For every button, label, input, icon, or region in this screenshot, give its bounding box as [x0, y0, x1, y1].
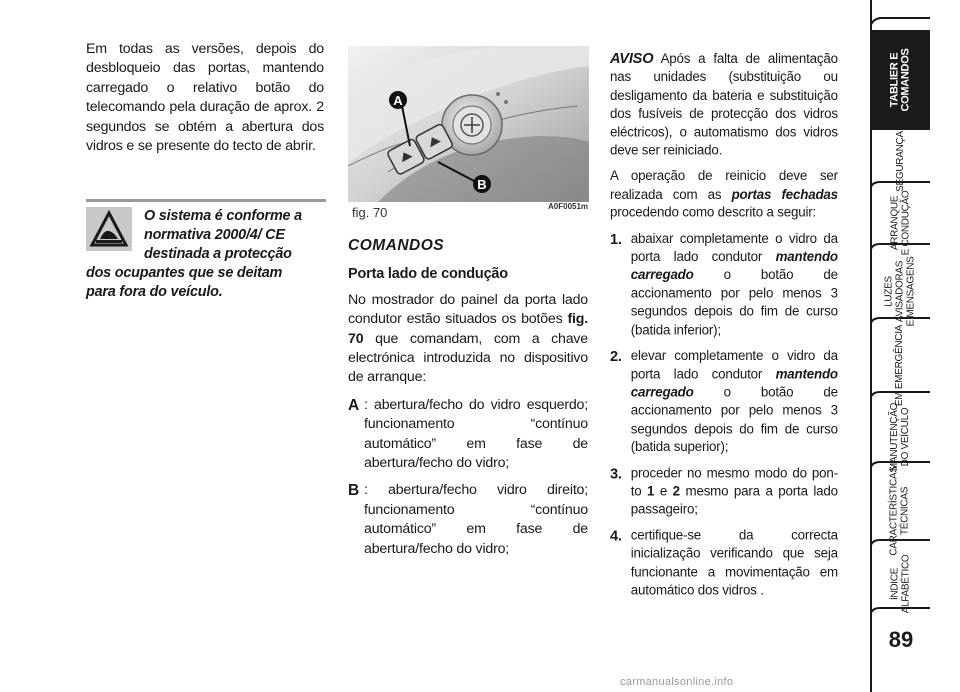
item-text: : abertura/fecho do vidro esquerdo; funcionamento “contínuo automático” em fase de abertura/fecho do vidro; [364, 396, 588, 472]
warning-line: dos ocupantes que se deitam [86, 265, 283, 281]
figure-label-b: B [477, 177, 487, 192]
list-item [348, 481, 588, 559]
aviso-label: AVISO [610, 50, 654, 67]
procedure-intro [610, 168, 838, 223]
list-item [610, 348, 838, 458]
intro-paragraph: Em todas as versões, depois do desbloqueio das portas, mantendo carregado o relativo botão do telecomando pela duração de aprox. 2 segundos se obtém a abertura dos vidros e se presente do tecto de abrir. [86, 41, 324, 155]
figure-caption: fig. 70 [352, 205, 388, 220]
item-label: B [348, 482, 359, 500]
commands-column [348, 236, 588, 559]
figure-label-a: A [393, 93, 403, 108]
step-number: 4. [610, 528, 622, 545]
item-text: : abertura/fecho vidro direito; funcionamento “contínuo automático” em fase de abertura/fecho do vidro; [364, 482, 588, 557]
warning-paragraph [610, 50, 838, 161]
aviso-text: Após a falta de alimentação nas unidades (substituição ou desligamento da bateria e substituição dos fusíveis de protecção dos vidros eléctricos), o automatismo dos vidros deve ser reiniciado. [610, 51, 838, 159]
tab-label: CARACTERÍSTICAS TÉCNICAS [889, 466, 911, 556]
tab-label: ARRANQUE E CONDUÇÃO [889, 190, 912, 256]
warning-line: normativa 2000/4/ CE [144, 227, 285, 243]
step-text: proceder no mesmo modo do pon-to 1 e 2 mesmo para a porta lado passageiro; [630, 465, 838, 518]
section-heading: COMANDOS [348, 237, 445, 254]
tab-label: MANUTENÇÃO DO VEÍCULO [889, 402, 911, 472]
intro-column [86, 40, 324, 156]
step-number: 1. [610, 231, 622, 248]
procedure-bold: portas fechadas [731, 187, 838, 203]
step-text: abaixar completamente o vidro da porta lado condutor mantendo carregado o botão de accionamento por pelo menos 3 segundos depois do fim de curso (batida inferior); [630, 231, 838, 338]
warning-line: O sistema é conforme a [144, 208, 302, 224]
list-item [610, 465, 838, 520]
step-number: 3. [610, 465, 622, 482]
tab-label: TABLIER E COMANDOS [888, 48, 911, 112]
reset-column [610, 50, 838, 600]
figure-code: A0F0051m [548, 202, 589, 211]
tab-label: ÍNDICE ALFABÉTICO [889, 554, 911, 614]
tab-label: SEGURANÇA [894, 130, 906, 192]
commands-text-after: que comandam, com a chave electrónica introduzida no dispositivo de arranque: [348, 330, 588, 386]
figure-reference: fig. 70 [348, 311, 588, 347]
list-item [610, 527, 838, 600]
tab-label: EM EMERGÊNCIA [894, 324, 906, 406]
procedure-text-after: procedendo como descrito a seguir: [610, 205, 817, 221]
list-item [348, 396, 588, 474]
commands-paragraph [348, 291, 588, 388]
tab-label: LUZES AVISADORAS E MENSAGENS [883, 255, 917, 327]
step-text: certifique-se da correcta inicialização verificando que seja funcionante a movimentação em automático dos vidros . [630, 528, 838, 599]
warning-rule [86, 199, 326, 202]
page-number: 89 [888, 627, 914, 652]
figure-70-illustration [348, 46, 589, 202]
thumb-index-dividers [870, 0, 930, 692]
list-item [610, 230, 838, 340]
commands-text-before: No mostrador do painel da porta lado condutor estão situados os botões [348, 291, 588, 328]
procedure-text-before: A operação de reinicio deve ser realizada com as [610, 169, 838, 203]
warning-line: para fora do veículo. [86, 284, 223, 300]
step-number: 2. [610, 348, 622, 365]
watermark: carmanualsonline.info [620, 676, 734, 688]
item-label: A [348, 396, 359, 414]
warning-note [86, 207, 326, 302]
subsection-heading: Porta lado de condução [348, 266, 508, 283]
step-text: elevar completamente o vidro da porta lado condutor mantendo carregado o botão de accionamento por pelo menos 3 segundos depois do fim de curso (batida superior); [630, 348, 838, 456]
warning-line: destinada a protecção [144, 246, 292, 262]
